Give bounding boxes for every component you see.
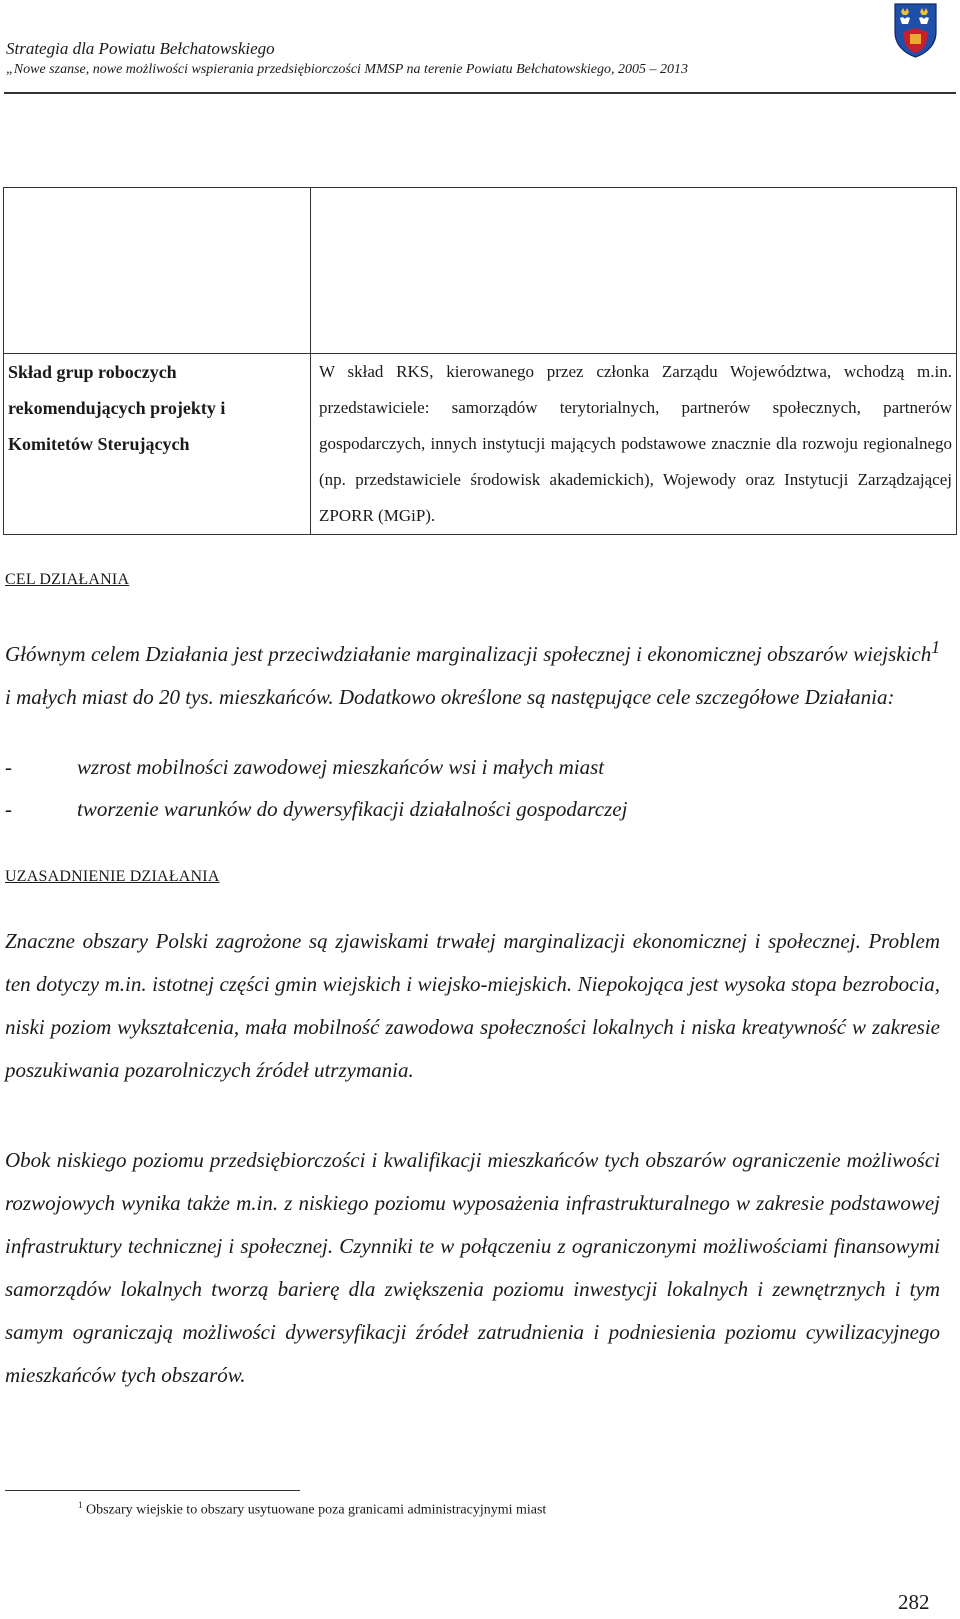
list-item <box>5 788 627 831</box>
uzasadnienie-paragraph: Obok niskiego poziomu przedsiębiorczości i kwalifikacji mieszkańców tych obszarów ograniczenie możliwości rozwojowych wynika także m.in. z niskiego poziomu wyposażenia infrastrukturalnego w zakresie podstawowej infrastruktury technicznej i społecznej. Czynniki te w połączeniu z ograniczonymi możliwościami finansowymi samorządów lokalnych tworzą barierę dla zwiększenia poziomu inwestycji lokalnych i zewnętrznych i tym samym ograniczają możliwości dywersyfikacji źródeł zatrudnienia i podniesienia poziomu cywilizacyjnego mieszkańców tych obszarów. <box>5 1148 940 1387</box>
coat-of-arms-icon <box>893 2 938 58</box>
footnote-number: 1 <box>78 1500 83 1510</box>
list-item-text: tworzenie warunków do dywersyfikacji działalności gospodarczej <box>77 797 628 821</box>
table-label-cell <box>4 354 311 535</box>
section-heading-cel: CEL DZIAŁANIA <box>5 571 130 588</box>
footnote-reference[interactable]: 1 <box>931 637 940 657</box>
table-content-cell <box>311 354 957 535</box>
cel-paragraph <box>5 626 940 719</box>
table-empty-cell <box>4 188 311 354</box>
page-number: 282 <box>898 1590 930 1614</box>
uzasadnienie-paragraph: Znaczne obszary Polski zagrożone są zjawiskami trwałej marginalizacji ekonomicznej i społecznej. Problem ten dotyczy m.in. istotnej części gmin wiejskich i wiejsko-miejskich. Niepokojąca jest wysoka stopa bezrobocia, niski poziom wykształcenia, mała mobilność zawodowa społeczności lokalnych i niska kreatywność w zakresie poszukiwania pozarolniczych źródeł utrzymania. <box>5 929 940 1082</box>
table-content-text: W skład RKS, kierowanego przez członka Zarządu Województwa, wchodzą m.in. przedstawiciele: samorządów terytorialnych, partnerów społecznych, partnerów gospodarczych, innych instytucji mających podstawowe znacznie dla rozwoju regionalnego (np. przedstawiciele środowisk akademickich), Wojewody oraz Instytucji Zarządzającej ZPORR (MGiP). <box>319 362 952 525</box>
footnote <box>78 1500 546 1519</box>
table-label-line: Komitetów Sterujących <box>8 434 190 454</box>
bullet-marker: - <box>5 797 12 821</box>
bullet-marker: - <box>5 755 12 779</box>
section-heading-uzasadnienie: UZASADNIENIE DZIAŁANIA <box>5 868 220 885</box>
table-label-line: Skład grup roboczych <box>8 362 177 382</box>
cel-text-part-2: i małych miast do 20 tys. mieszkańców. Dodatkowo określone są następujące cele szczegółowe Działania: <box>5 685 895 709</box>
table-empty-cell <box>311 188 957 354</box>
document-subtitle: „Nowe szanse, nowe możliwości wspierania przedsiębiorczości MMSP na terenie Powiatu Bełchatowskiego, 2005 – 2013 <box>6 62 688 77</box>
document-title: Strategia dla Powiatu Bełchatowskiego <box>6 39 275 58</box>
info-table <box>3 187 957 535</box>
footnote-text: Obszary wiejskie to obszary usytuowane poza granicami administracyjnymi miast <box>86 1502 547 1518</box>
table-label-line: rekomendujących projekty i <box>8 398 226 418</box>
footnote-separator <box>5 1490 300 1491</box>
header-rule <box>4 92 956 94</box>
cel-text-part-1: Głównym celem Działania jest przeciwdziałanie marginalizacji społecznej i ekonomicznej obszarów wiejskich <box>5 642 932 666</box>
list-item-text: wzrost mobilności zawodowej mieszkańców wsi i małych miast <box>77 755 605 779</box>
page-header <box>6 38 926 80</box>
table-label <box>4 354 310 462</box>
list-item <box>5 746 604 789</box>
